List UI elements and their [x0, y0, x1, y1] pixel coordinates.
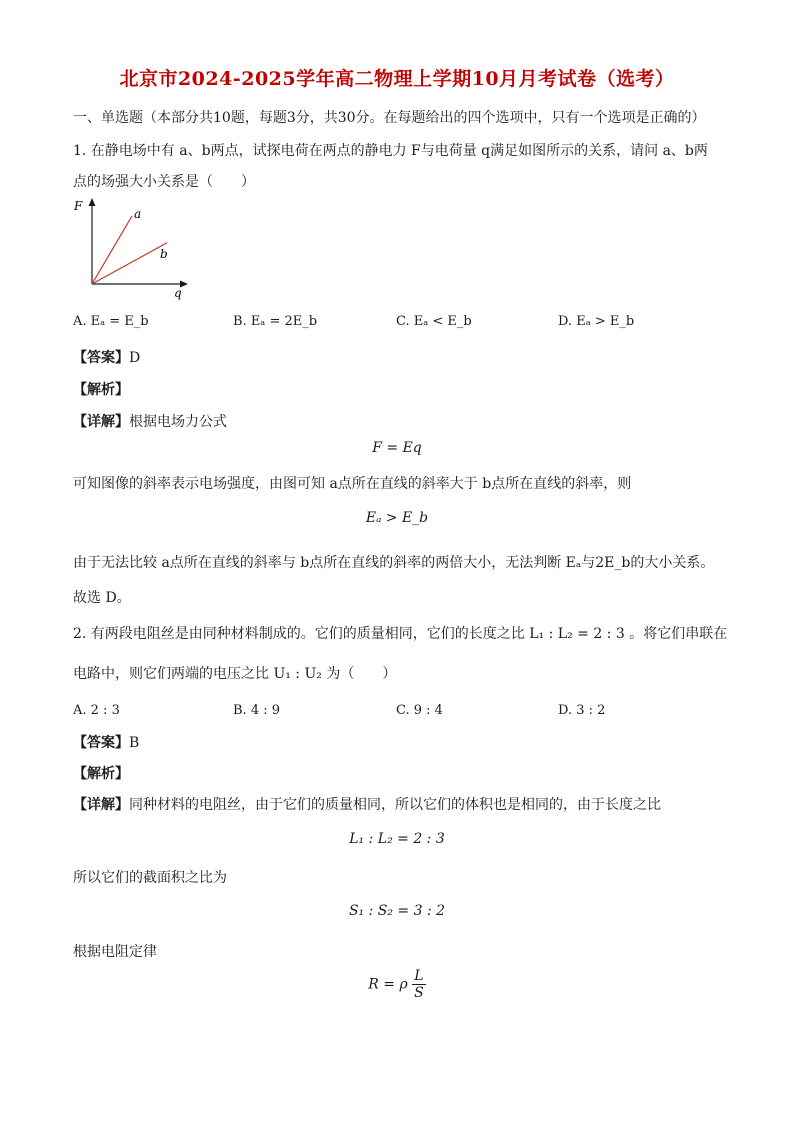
q1-option-c: C. Eₐ < E_b: [396, 314, 472, 329]
q2-formula-1: L₁ : L₂ = 2 : 3: [349, 831, 445, 847]
y-axis-arrow: [89, 198, 96, 206]
q2-detail-text: 同种材料的电阻丝，由于它们的质量相同，所以它们的体积也是相同的，由于长度之比: [129, 797, 661, 813]
detail-tag: 【详解】: [73, 414, 129, 430]
q1-formula-2: Eₐ > E_b: [365, 510, 429, 526]
detail-tag: 【详解】: [73, 797, 129, 813]
q2-formula-3: [0, 968, 794, 1001]
q1-option-d: D. Eₐ > E_b: [558, 314, 635, 329]
q1-force-charge-graph: [70, 196, 200, 300]
fraction-denominator: S: [414, 985, 424, 1001]
q2-option-a: A. 2 : 3: [73, 703, 120, 718]
q1-option-a: A. Eₐ = E_b: [73, 314, 149, 329]
line-a-label: a: [134, 207, 142, 221]
q1-formula-1: F = Eq: [372, 440, 422, 456]
q2-option-c: C. 9 : 4: [396, 703, 443, 718]
x-axis-label: q: [174, 286, 182, 300]
q2-analysis-tag: 【解析】: [73, 766, 129, 782]
page-title: 北京市2024-2025学年高二物理上学期10月月考试卷（选考）: [119, 68, 675, 90]
q2-text-3: 根据电阻定律: [73, 944, 157, 960]
resistance-formula-lhs: R = ρ: [368, 976, 408, 993]
q1-detail-row: [73, 412, 227, 432]
q1-stem-line2: 点的场强大小关系是（ ）: [73, 174, 255, 190]
line-b-label: b: [160, 247, 168, 261]
q1-option-b: B. Eₐ = 2E_b: [233, 314, 318, 329]
line-a: [92, 216, 132, 284]
q1-detail-text: 根据电场力公式: [129, 414, 227, 430]
q1-answer: D: [129, 350, 141, 366]
section-heading: 一、单选题（本部分共10题，每题3分，共30分。在每题给出的四个选项中，只有一个选项是正确的）: [73, 110, 706, 126]
fraction-numerator: L: [412, 968, 426, 985]
q2-stem-line1: 2. 有两段电阻丝是由同种材料制成的。它们的质量相同，它们的长度之比 L₁ : L₂ = 2 : 3 。将它们串联在: [73, 626, 728, 642]
q2-option-d: D. 3 : 2: [558, 703, 606, 718]
q1-analysis-tag: 【解析】: [73, 382, 129, 398]
q2-answer: B: [129, 735, 140, 751]
answer-tag: 【答案】: [73, 350, 129, 366]
line-b: [92, 243, 167, 284]
q1-stem-line1: 1. 在静电场中有 a、b两点，试探电荷在两点的静电力 F与电荷量 q满足如图所示的关系，请问 a、b两: [73, 143, 708, 159]
q1-text-2: 可知图像的斜率表示电场强度，由图可知 a点所在直线的斜率大于 b点所在直线的斜率，则: [73, 476, 632, 492]
resistance-fraction: [412, 968, 426, 1001]
answer-tag: 【答案】: [73, 735, 129, 751]
q2-formula-2: S₁ : S₂ = 3 : 2: [348, 903, 446, 919]
q1-text-3: 由于无法比较 a点所在直线的斜率与 b点所在直线的斜率的两倍大小，无法判断 Eₐ与2E_b的大小关系。: [73, 555, 715, 571]
q2-text-2: 所以它们的截面积之比为: [73, 870, 227, 886]
y-axis-label: F: [74, 199, 83, 213]
q1-answer-row: [73, 348, 140, 368]
q2-option-b: B. 4 : 9: [233, 703, 281, 718]
q2-detail-row: [73, 795, 661, 815]
q2-answer-row: [73, 733, 139, 753]
q2-stem-line2: 电路中，则它们两端的电压之比 U₁ : U₂ 为（ ）: [73, 666, 397, 682]
q1-conclusion: 故选 D。: [73, 590, 131, 606]
